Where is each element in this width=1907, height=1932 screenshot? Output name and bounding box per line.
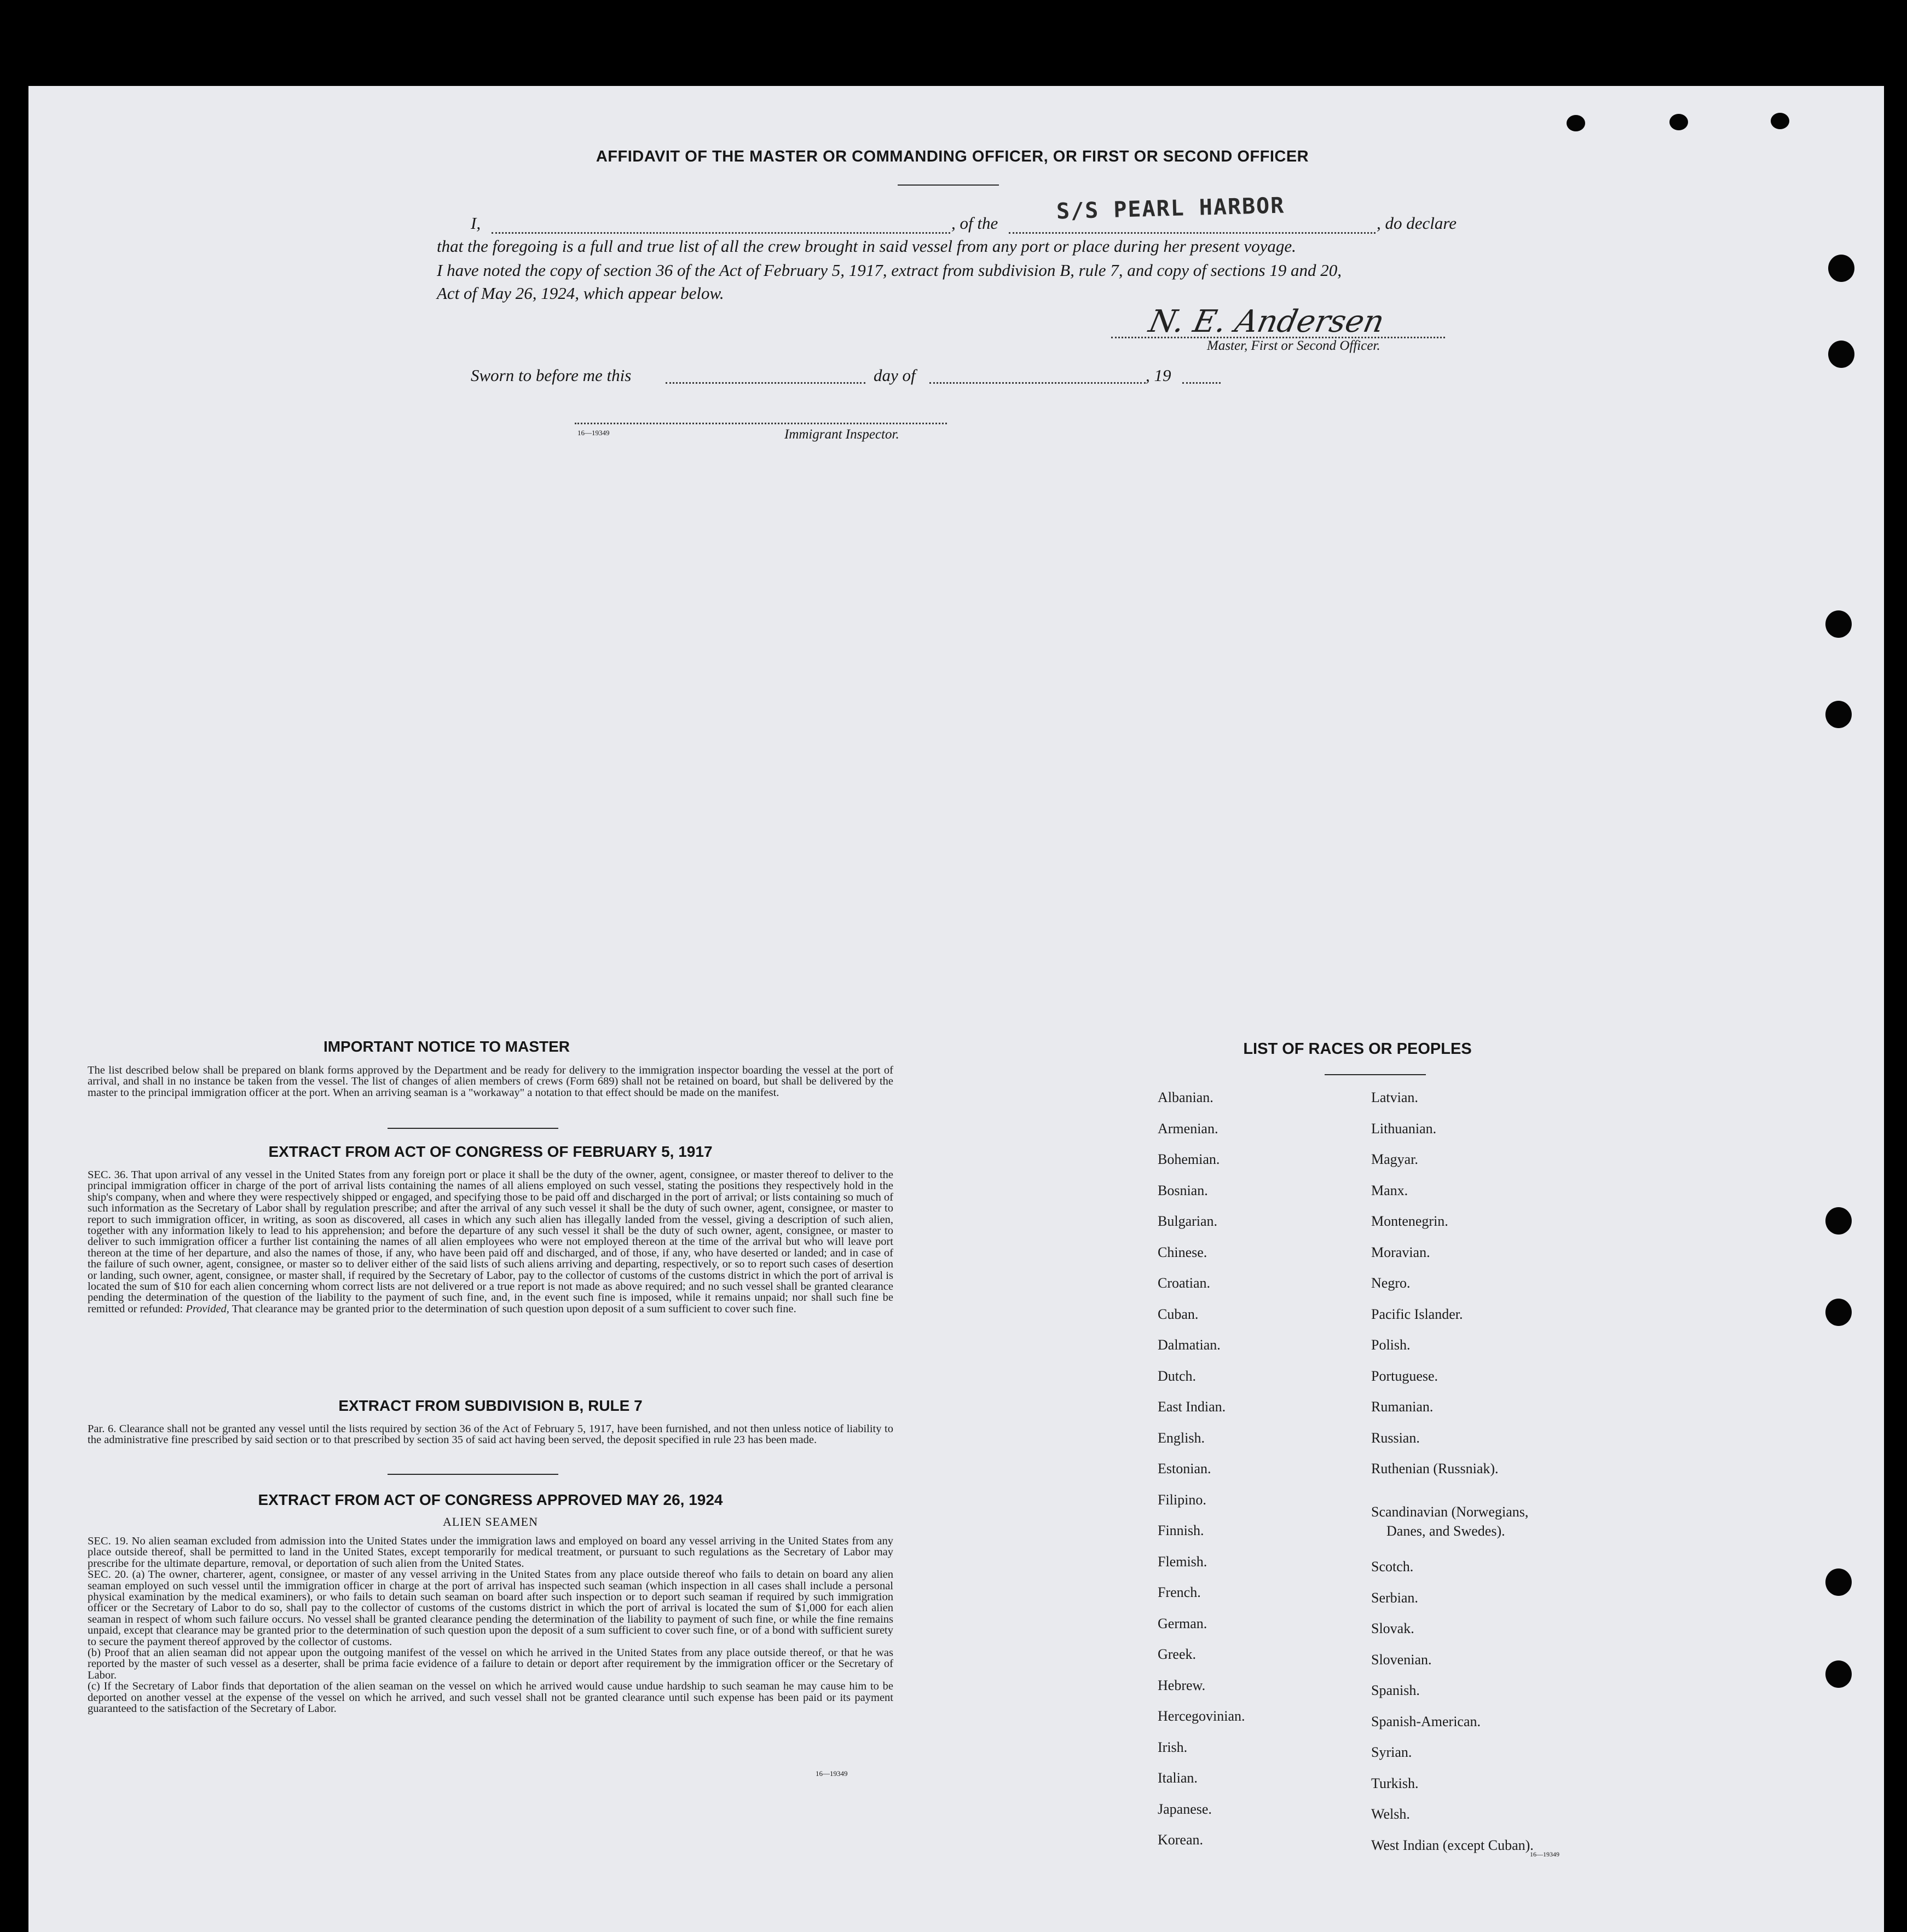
race-item: Portuguese.: [1371, 1368, 1438, 1384]
extract-1924-title: EXTRACT FROM ACT OF CONGRESS APPROVED MAY 26, 1924: [258, 1491, 723, 1508]
race-item: Estonian.: [1158, 1461, 1211, 1477]
race-item: Armenian.: [1158, 1120, 1218, 1137]
vessel-blank: [1009, 232, 1376, 234]
declaration-line-4: Act of May 26, 1924, which appear below.: [437, 284, 724, 303]
race-item: Chinese.: [1158, 1244, 1207, 1260]
race-item: Hebrew.: [1158, 1677, 1206, 1693]
race-item: Syrian.: [1371, 1744, 1412, 1760]
race-item: Bosnian.: [1158, 1182, 1208, 1198]
race-item: English.: [1158, 1429, 1205, 1446]
year-blank: [1182, 382, 1221, 384]
signature: N. E. Andersen: [1146, 304, 1388, 339]
sworn-prefix: Sworn to before me this: [471, 366, 632, 385]
proviso-label: Provided,: [186, 1302, 229, 1315]
race-item: Magyar.: [1371, 1151, 1418, 1167]
race-item: Polish.: [1371, 1337, 1411, 1353]
race-item: Danes, and Swedes).: [1386, 1522, 1505, 1539]
section-36-text: SEC. 36. That upon arrival of any vessel in the United States from any foreign port or place it shall be the duty of the owner, agent, consignee, or master thereof to deliver to the principal immigration officer in charge of the port of arrival lists containing the names of all aliens employed on such vessel, stating the positions they respectively hold in the ship's company, when and where they were respectively shipped or engaged, and specifying those to be paid off and discharged in the port of arrival; or lists containing so much of such information as the Secretary of Labor shall by regulation prescribe; and after the arrival of any such vessel it shall be the duty of such owner, agent, consignee, or master to report to such immigration officer, in writing, as soon as discovered, all cases in which any such alien has illegally landed from the vessel, giving a description of such alien, together with any information likely to lead to his apprehension; and before the departure of any such vessel it shall be the duty of such owner, agent, consignee, or master to deliver to such immigration officer a further list containing the names of all alien employees who were not employed thereon at the time of the arrival but who will leave port thereon at the time of her departure, and also the names of those, if any, who have been paid off and discharged, and of those, if any, who have deserted or landed; and in case of the failure of such owner, agent, consignee, or master so to deliver either of the said lists of such aliens arriving and departing, respectively, or so to report such cases of desertion or landing, such owner, agent, consignee, or master shall, if required by the Secretary of Labor, pay to the collector of customs of the customs district in which the port of arrival is located the sum of $10 for each alien concerning whom correct lists are not delivered or a true report is not made as above required; and no such vessel shall be granted clearance pending the determination of the question of the liability to the payment of such fine, and, in the event such fine is imposed, while it remains unpaid; nor shall such fine be remitted or refunded:: [88, 1169, 893, 1315]
line-suffix: , do declare: [1377, 214, 1457, 233]
sworn-date-blank: [666, 382, 865, 384]
notice-title: IMPORTANT NOTICE TO MASTER: [323, 1038, 570, 1055]
race-item: Moravian.: [1371, 1244, 1430, 1260]
extract-1917-title: EXTRACT FROM ACT OF CONGRESS OF FEBRUARY 5, 1917: [268, 1143, 713, 1160]
race-item: Welsh.: [1371, 1806, 1410, 1822]
divider: [388, 1128, 558, 1129]
race-item: Dutch.: [1158, 1368, 1197, 1384]
race-item: Lithuanian.: [1371, 1120, 1437, 1137]
section-19-text: SEC. 19. No alien seaman excluded from admission into the United States under the immigration laws and employed on board any vessel arriving in the United States from any place outside thereof, shall be permitted to land in the United States, except temporarily for medical treatment, or pursuant to such regulations as the Secretary of Labor may prescribe for the ultimate departure, removal, or deportation of such alien from the United States.: [88, 1535, 893, 1570]
declaration-line-3: I have noted the copy of section 36 of the Act of February 5, 1917, extract from subdivision B, rule 7, and copy of sections 19 and 20,: [437, 261, 1342, 280]
divider: [388, 1474, 558, 1475]
race-item: Russian.: [1371, 1429, 1420, 1446]
affidavit-title: AFFIDAVIT OF THE MASTER OR COMMANDING OFFICER, OR FIRST OR SECOND OFFICER: [596, 148, 1309, 165]
section-20b-text: (b) Proof that an alien seaman did not appear upon the outgoing manifest of the vessel on which he arrived in the United States from any place outside thereof, or that he was reported by the master of such vessel as a deserter, shall be prima facie evidence of a failure to detain or deport after requirement by the immigration officer or the Secretary of Labor.: [88, 1647, 893, 1681]
punch-hole: [1825, 1568, 1852, 1596]
vessel-name-stamp: S/S PEARL HARBOR: [1056, 193, 1285, 224]
punch-hole: [1828, 255, 1854, 282]
inspector-signature-blank: [575, 423, 947, 424]
race-item: Scotch.: [1371, 1559, 1414, 1575]
race-item: Montenegrin.: [1371, 1213, 1448, 1229]
sworn-day: day of: [874, 366, 916, 385]
sworn-month-blank: [929, 382, 1146, 384]
race-item: Serbian.: [1371, 1589, 1418, 1606]
race-item: Croatian.: [1158, 1275, 1211, 1291]
race-item: Pacific Islander.: [1371, 1306, 1463, 1322]
alien-seamen-subtitle: ALIEN SEAMEN: [443, 1515, 538, 1529]
form-number: 16—19349: [577, 429, 610, 437]
race-item: Japanese.: [1158, 1801, 1212, 1817]
race-item: Bohemian.: [1158, 1151, 1220, 1167]
race-item: Scandinavian (Norwegians,: [1371, 1503, 1529, 1520]
race-item: Hercegovinian.: [1158, 1708, 1245, 1724]
punch-hole: [1825, 701, 1852, 728]
races-title: LIST OF RACES OR PEOPLES: [1243, 1040, 1472, 1058]
signature-caption: Master, First or Second Officer.: [1207, 338, 1380, 353]
notice-text: The list described below shall be prepared on blank forms approved by the Department and be ready for delivery to the immigration inspector boarding the vessel at the port of arrival, and shall in no instance be taken from the vessel. The list of changes of alien members of crews (Form 689) shall not be retained on board, but shall be delivered by the master to the principal immigration officer at the port. When an arriving seaman is a "workaway" a notation to that effect should be made on the manifest.: [88, 1064, 893, 1099]
divider: [898, 184, 999, 186]
race-item: French.: [1158, 1584, 1201, 1600]
punch-hole: [1771, 113, 1789, 129]
race-item: Slovak.: [1371, 1620, 1414, 1636]
race-item: German.: [1158, 1615, 1207, 1631]
sworn-year: , 19: [1146, 366, 1171, 385]
inspector-caption: Immigrant Inspector.: [784, 427, 899, 442]
divider: [1325, 1074, 1426, 1075]
race-item: Cuban.: [1158, 1306, 1199, 1322]
race-item: Negro.: [1371, 1275, 1411, 1291]
race-item: Filipino.: [1158, 1491, 1206, 1508]
race-item: Korean.: [1158, 1832, 1204, 1848]
race-item: West Indian (except Cuban).: [1371, 1837, 1534, 1853]
section-20a-text: SEC. 20. (a) The owner, charterer, agent, consignee, or master of any vessel arriving in the United States from any place outside thereof who fails to detain on board any alien seaman employed on such vessel until the immigration officer in charge at the port of arrival has inspected such seaman (which inspection in all cases shall include a personal physical examination by the medical examiners), or who fails to detain such seaman on board after such inspection or to deport such seaman if required by such immigration officer or the Secretary of Labor to do so, shall pay to the collector of customs of the customs district in which the port of arrival is located the sum of $1,000 for each alien seaman in respect of whom such failure occurs. No vessel shall be granted clearance pending the determination of the liability to payment of such fine, or while the fine remains unpaid, except that clearance may be granted prior to the determination of such question upon the deposit of a sum sufficient to cover such fine, or of a bond with sufficient surety to secure the payment thereof approved by the collector of customs.: [88, 1568, 893, 1648]
line-of: , of the: [951, 214, 998, 233]
declaration-line-2: that the foregoing is a full and true list of all the crew brought in said vessel from any port or place during her present voyage.: [437, 237, 1296, 256]
race-item: Slovenian.: [1371, 1651, 1432, 1668]
race-item: Bulgarian.: [1158, 1213, 1218, 1229]
extract-rule7-text: Par. 6. Clearance shall not be granted any vessel until the lists required by section 36 of the Act of February 5, 1917, have been furnished, and not then unless notice of liability to the administrative fine prescribed by said section or to that prescribed by section 35 of said act having been served, the deposit specified in rule 23 has been made.: [88, 1423, 893, 1446]
extract-1924-text: [88, 1536, 893, 1715]
race-item: Manx.: [1371, 1182, 1408, 1198]
race-item: Flemish.: [1158, 1553, 1207, 1570]
race-item: Irish.: [1158, 1739, 1188, 1755]
race-item: Spanish.: [1371, 1682, 1420, 1698]
race-item: Rumanian.: [1371, 1399, 1434, 1415]
race-item: Turkish.: [1371, 1775, 1419, 1791]
race-item: Spanish-American.: [1371, 1713, 1481, 1729]
punch-hole: [1567, 115, 1585, 131]
race-item: Ruthenian (Russniak).: [1371, 1461, 1499, 1477]
form-number: 16—19349: [1530, 1850, 1559, 1858]
extract-1917-text: [88, 1169, 893, 1314]
punch-hole: [1669, 114, 1688, 130]
punch-hole: [1825, 1660, 1852, 1688]
race-item: Finnish.: [1158, 1522, 1204, 1538]
punch-hole: [1825, 1207, 1852, 1235]
race-item: Latvian.: [1371, 1089, 1418, 1105]
race-item: Dalmatian.: [1158, 1337, 1221, 1353]
section-20c-text: (c) If the Secretary of Labor finds that deportation of the alien seaman on the vessel on which he arrived would cause undue hardship to such seaman he may cause him to be deported on another vessel at the expense of the vessel on which he arrived, and such vessel shall not be granted clearance until such expense has been paid or its payment guaranteed to the satisfaction of the Secretary of Labor.: [88, 1680, 893, 1715]
race-item: Italian.: [1158, 1770, 1198, 1786]
race-item: Greek.: [1158, 1646, 1197, 1662]
punch-hole: [1825, 610, 1852, 638]
line-prefix: I,: [471, 214, 481, 233]
race-item: Albanian.: [1158, 1089, 1213, 1105]
proviso-text: That clearance may be granted prior to the determination of such question upon deposit of a sum sufficient to cover such fine.: [232, 1302, 796, 1315]
extract-rule7-title: EXTRACT FROM SUBDIVISION B, RULE 7: [338, 1397, 643, 1414]
form-number: 16—19349: [816, 1769, 848, 1778]
name-blank: [492, 232, 950, 234]
punch-hole: [1825, 1299, 1852, 1326]
race-item: East Indian.: [1158, 1399, 1226, 1415]
punch-hole: [1828, 341, 1854, 368]
